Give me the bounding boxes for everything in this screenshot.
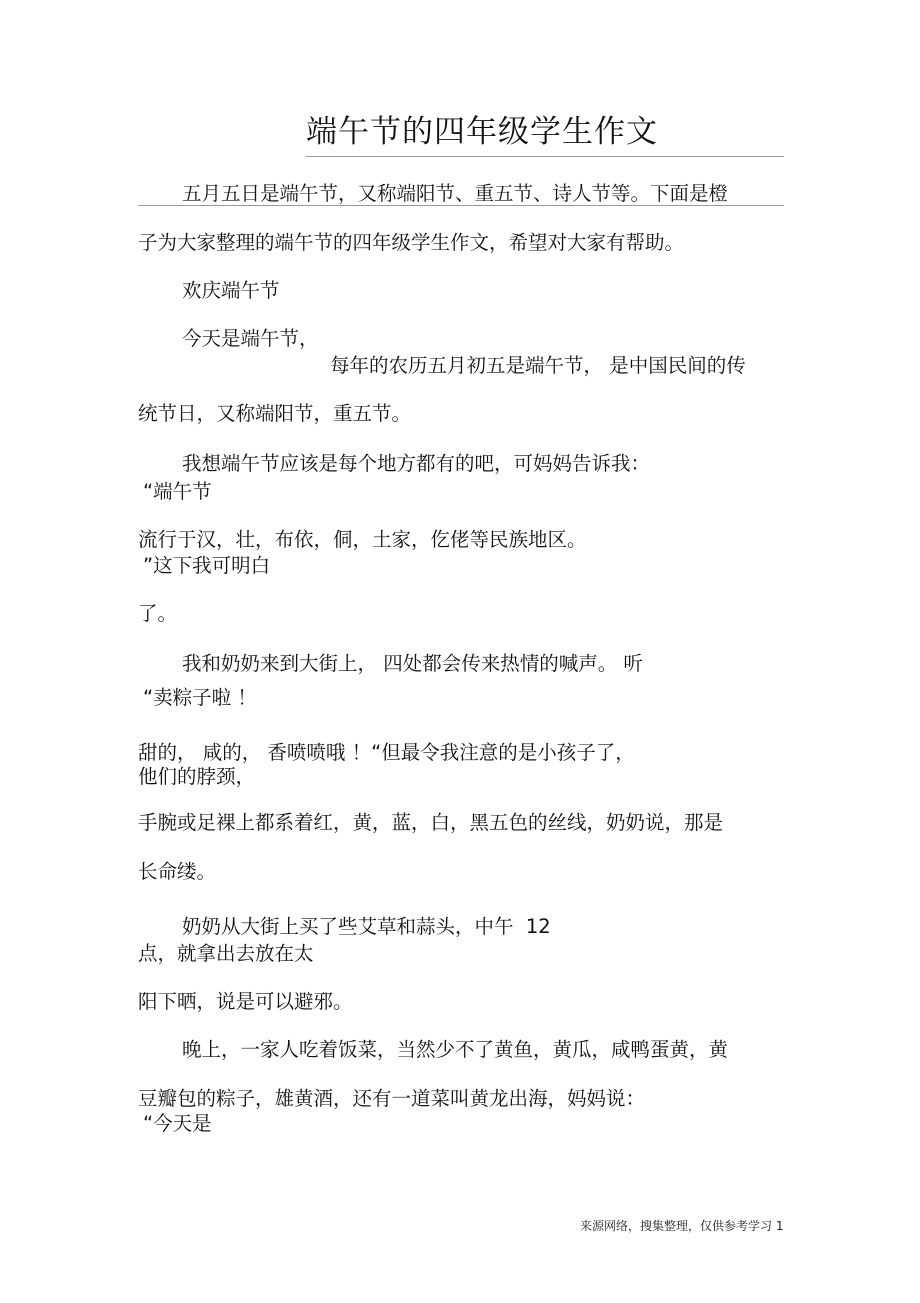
body-line: 长命缕。: [138, 860, 217, 883]
body-line: 豆瓣包的粽子，雄黄酒，还有一道菜叫黄龙出海，妈妈说：: [138, 1087, 646, 1110]
body-line: “今天是: [143, 1112, 212, 1135]
body-line: 他们的脖颈，: [138, 765, 256, 788]
body-line: 阳下晒，说是可以避邪。: [138, 990, 353, 1013]
body-line: 手腕或足裸上都系着红，黄，蓝，白，黑五色的丝线，奶奶说，那是: [138, 811, 724, 834]
section-heading: 欢庆端午节: [182, 279, 280, 302]
page-footer: 来源网络，搜集整理，仅供参考学习 1: [580, 1219, 784, 1233]
body-line: 晚上，一家人吃着饭菜，当然少不了黄鱼，黄瓜，咸鸭蛋黄，黄: [182, 1038, 729, 1061]
body-line: 了。: [138, 602, 178, 625]
body-line: 我想端午节应该是每个地方都有的吧，可妈妈告诉我：: [182, 452, 651, 475]
body-line: 点，就拿出去放在太: [138, 942, 314, 965]
body-line: 甜的， 咸的， 香喷喷哦 ！“但最令我注意的是小孩子了，: [138, 741, 635, 764]
body-line: 子为大家整理的端午节的四年级学生作文，希望对大家有帮助。: [138, 231, 685, 254]
body-line: 流行于汉，壮，布依，侗，土家，仡佬等民族地区。: [138, 528, 587, 551]
body-line: 今天是端午节，: [182, 327, 319, 350]
body-line: 五月五日是端午节，又称端阳节、重五节、诗人节等。下面是橙: [182, 182, 729, 205]
body-line: 统节日，又称端阳节，重五节。: [138, 402, 412, 425]
body-line: 每年的农历五月初五是端午节， 是中国民间的传: [330, 354, 746, 377]
body-line: “端午节: [143, 480, 212, 503]
body-line: ”这下我可明白: [143, 554, 271, 577]
document-title: 端午节的四年级学生作文: [306, 114, 658, 150]
body-line: 我和奶奶来到大街上， 四处都会传来热情的喊声。 听: [182, 652, 643, 675]
body-line: “卖粽子啦 ！: [143, 686, 257, 709]
title-underline: [306, 156, 784, 157]
body-line: 奶奶从大街上买了些艾草和蒜头，中午 12: [182, 915, 551, 938]
